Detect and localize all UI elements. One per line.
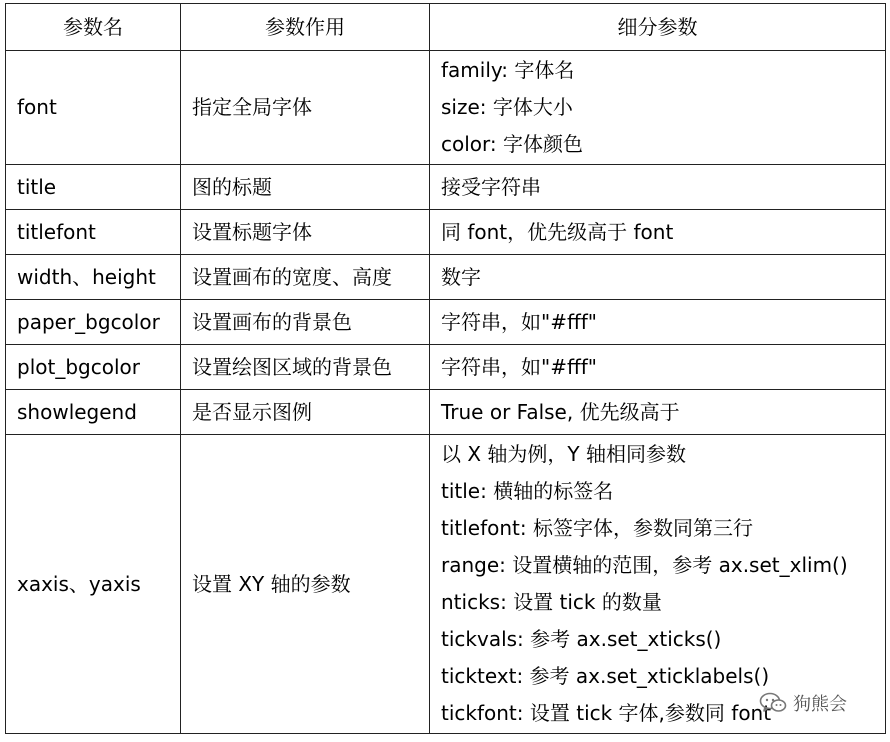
header-param-purpose: 参数作用: [181, 4, 430, 51]
param-name: plot_bgcolor: [6, 345, 181, 390]
param-name: xaxis、yaxis: [6, 435, 181, 734]
param-details: 接受字符串: [430, 165, 886, 210]
param-purpose: 设置 XY 轴的参数: [181, 435, 430, 734]
table-row: [6, 165, 886, 210]
detail-line: size: 字体大小: [441, 95, 573, 119]
wechat-icon: [759, 692, 787, 714]
table-row: [6, 51, 886, 165]
table-row: [6, 390, 886, 435]
param-purpose: 设置画布的宽度、高度: [181, 255, 430, 300]
table-row: [6, 300, 886, 345]
param-purpose: 设置画布的背景色: [181, 300, 430, 345]
param-name: font: [6, 51, 181, 165]
table-row: [6, 255, 886, 300]
parameter-table: [5, 3, 886, 734]
watermark: [759, 690, 874, 716]
param-name: showlegend: [6, 390, 181, 435]
detail-line: tickvals: 参考 ax.set_xticks(): [441, 627, 722, 651]
param-purpose: 是否显示图例: [181, 390, 430, 435]
detail-line: title: 横轴的标签名: [441, 479, 614, 503]
detail-line: family: 字体名: [441, 58, 575, 82]
table-row: [6, 210, 886, 255]
detail-line: nticks: 设置 tick 的数量: [441, 590, 662, 614]
param-details: [430, 51, 886, 165]
param-details: 数字: [430, 255, 886, 300]
detail-line: titlefont: 标签字体，参数同第三行: [441, 516, 753, 540]
detail-line: tickfont: 设置 tick 字体,参数同 font: [441, 701, 772, 725]
param-purpose: 设置绘图区域的背景色: [181, 345, 430, 390]
param-details: True or False, 优先级高于: [430, 390, 886, 435]
param-details: 字符串，如"#fff": [430, 300, 886, 345]
watermark-text: 狗熊会: [793, 694, 847, 715]
param-purpose: 设置标题字体: [181, 210, 430, 255]
param-name: width、height: [6, 255, 181, 300]
param-details: [430, 435, 886, 734]
param-name: paper_bgcolor: [6, 300, 181, 345]
detail-line: 以 X 轴为例，Y 轴相同参数: [441, 442, 686, 466]
param-details: 字符串，如"#fff": [430, 345, 886, 390]
param-name: titlefont: [6, 210, 181, 255]
header-param-name: 参数名: [6, 4, 181, 51]
detail-line: color: 字体颜色: [441, 132, 583, 156]
table-row: [6, 345, 886, 390]
header-sub-params: 细分参数: [430, 4, 886, 51]
param-purpose: 图的标题: [181, 165, 430, 210]
detail-line: range: 设置横轴的范围，参考 ax.set_xlim(): [441, 553, 848, 577]
param-name: title: [6, 165, 181, 210]
param-purpose: 指定全局字体: [181, 51, 430, 165]
detail-line: ticktext: 参考 ax.set_xticklabels(): [441, 664, 770, 688]
param-details: 同 font，优先级高于 font: [430, 210, 886, 255]
table-row: [6, 435, 886, 734]
header-row: [6, 4, 886, 51]
